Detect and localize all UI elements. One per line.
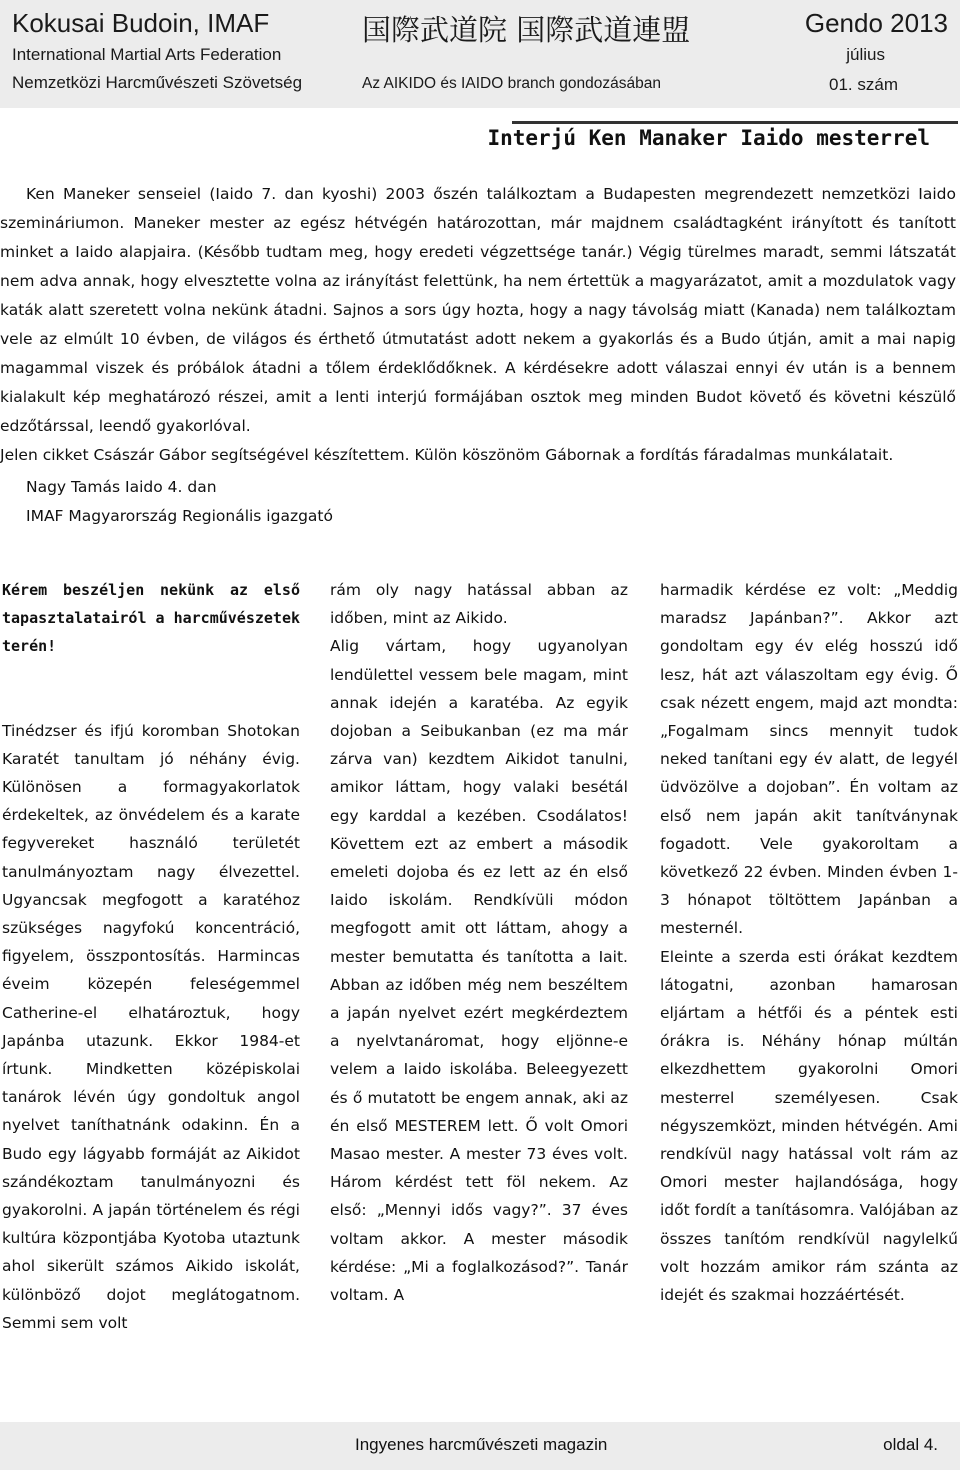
intro-paragraph: Ken Maneker senseiel (Iaido 7. dan kyoshi) 2003 őszén találkoztam a Budapesten megrendezett nemzetközi Iaido szemináriumon. Maneker mester az egész hétvégén határozottan, már majdnem családtagként irányított és tanított minket a Iaido alapjaira. (Később tudtam meg, hogy eredeti végzettsége tanár.) Végig türelmes maradt, semmi látszatát nem adva annak, hogy elvesztette volna az irányítást felettünk, ha nem értettük a magyarázatot, amit a mozdulatok vagy katák alatt szeretett volna nekünk átadni. Sajnos a sors úgy hozta, hogy a nagy távolság miatt (Kanada) nem találkoztam vele az elmúlt 10 évben, de világos és érthető útmutatást adott nekem a gyakorlás és a Budo útján, amit a mai napig magammal viszek és próbálok átadni a tőlem érdeklődőknek. A kérdésekre adott válaszai ennyi év után is a bennem kialakult kép meghatározó részei, amit a lenti interjú formájában osztok meg minden Budot követő és követni készülő edzőtárssal, leendő gyakorlóval.: [0, 185, 956, 435]
signature-title: IMAF Magyarország Regionális igazgató: [26, 507, 333, 525]
signature: [26, 473, 333, 531]
magazine-name: Ingyenes harcművészeti magazin: [355, 1435, 608, 1454]
signature-name: Nagy Tamás Iaido 4. dan: [26, 478, 217, 496]
page-footer: [0, 1422, 960, 1470]
page-header: [0, 0, 960, 108]
issue-month: július: [846, 45, 885, 64]
intro-section: [0, 180, 956, 470]
gendo-year: Gendo 2013: [804, 8, 948, 38]
org-hungarian-name: Nemzetközi Harcművészeti Szövetség: [12, 73, 303, 92]
article-title: Interjú Ken Manaker Iaido mesterrel: [487, 126, 930, 150]
page-number: oldal 4.: [883, 1435, 938, 1454]
org-name: Kokusai Budoin, IMAF: [12, 8, 270, 38]
answer-paragraph: rám oly nagy hatással abban az időben, mint az Aikido.: [330, 581, 628, 628]
org-english-name: International Martial Arts Federation: [12, 45, 282, 64]
column-1: [2, 576, 300, 1337]
branch-note: Az AIKIDO és IAIDO branch gondozásában: [362, 75, 661, 92]
issue-number: 01. szám: [829, 75, 898, 94]
kanji-title: 国際武道院 国際武道連盟: [362, 13, 691, 47]
title-rule: [512, 121, 958, 124]
interview-question: Kérem beszéljen nekünk az első tapasztalatairól a harcművészetek terén!: [2, 581, 301, 656]
intro-acknowledgement: Jelen cikket Császár Gábor segítségével készítettem. Külön köszönöm Gábornak a fordítás fáradalmas munkálatait.: [0, 446, 894, 464]
answer-paragraph: Alig vártam, hogy ugyanolyan lendülettel vessem bele magam, mint annak idején a karatéba. Az egyik dojoban a Seibukanban (ez ma már zárva van) kezdtem Aikidot tanulni, amikor láttam, hogy valaki besétál egy karddal a kezében. Csodálatos! Követtem ezt az embert a második emeleti dojoba és ez lett az én első Iaido iskolám. Rendkívüli módon megfogott amit ott láttam, ahogy a mester bemutatta és tanította a Iait. Abban az időben még nem beszéltem a japán nyelvet ezért megkérdeztem a nyelvtanáromat, hogy eljönne-e velem a Iaido iskolába. Beleegyezett és ő mutatott be engem annak, aki az én első MESTEREM lett. Ő volt Omori Masao mester. A mester 73 éves volt. Három kérdést tett föl nekem. Az első: „Mennyi idős vagy?”. 37 éves voltam akkor. A mester második kérdése: „Mi a foglalkozásod?”. Tanár voltam. A: [330, 637, 628, 1305]
answer-paragraph: harmadik kérdése ez volt: „Meddig maradsz Japánban?”. Akkor azt gondoltam egy év elég hosszú idő lesz, hát azt válaszoltam egy évig. Ő csak nézett engem, majd azt mondta: „Fogalmam sincs mennyit tudok neked tanítani egy év alatt, de legyél üdvözölve a dojoban”. Én voltam az első nem japán akit tanítványnak fogadott. Vele gyakoroltam a következő 22 évben. Minden évben 1-3 hónapot töltöttem Japánban a mesternél.: [660, 581, 958, 938]
answer-paragraph: Tinédzser és ifjú koromban Shotokan Karatét tanultam jó néhány évig. Különösen a formagyakorlatok érdekeltek, az önvédelem és a karate fegyvereket használó területét tanulmányoztam nagy élvezettel. Ugyancsak megfogott a karatéhoz szükséges nagyfokú koncentráció, figyelem, összpontosítás. Harmincas éveim közepén feleségemmel Catherine-el elhatároztuk, hogy Japánba utazunk. Ekkor 1984-et írtunk. Mindketten középiskolai tanárok lévén úgy gondoltuk angol nyelvet taníthatnánk odakinn. Én a Budo egy lágyabb formáját az Aikidot szándékoztam tanulmányozni és gyakorolni. A japán történelem és régi kultúra központjába Kyotoba utaztunk ahol sikerült számos Aikido iskolát, különböző dojot meglátogatnom. Semmi sem volt: [2, 721, 300, 1332]
column-3: [660, 576, 958, 1309]
answer-paragraph: Eleinte a szerda esti órákat kezdtem látogatni, azonban hamarosan eljártam a hétfői és a péntek esti órákra is. Néhány hónap múltán elkezdhettem gyakorolni Omori mesterrel személyesen. Csak négyszemközt, minden hétvégén. Ami rendkívül nagy hatással volt rám az Omori mester hajlandósága, hogy időt fordít a tanításomra. Valójában az összes tanítóm rendkívül nagylelkű volt hozzám amikor rám szánta az idejét és szakmai hozzáértését.: [660, 947, 958, 1305]
column-2: [330, 576, 628, 1309]
